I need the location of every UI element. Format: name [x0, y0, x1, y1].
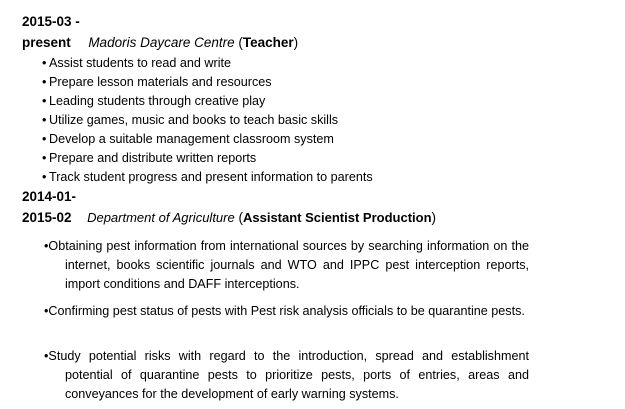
bullet-icon: •: [44, 349, 49, 363]
paragraph: [44, 302, 529, 321]
list-item: [42, 151, 256, 165]
duty-text: Prepare and distribute written reports: [49, 151, 257, 165]
list-item: [44, 302, 529, 321]
job1-role-open-paren: (: [238, 35, 243, 50]
paragraph: [44, 347, 529, 404]
duty-text: Obtaining pest information from international sources by searching information on the internet, books scientific journals and WTO and IPPC pest interception reports, import conditions and DAFF interceptions.: [48, 239, 529, 291]
list-item: [42, 113, 338, 127]
duty-text: Prepare lesson materials and resources: [49, 75, 272, 89]
bullet-icon: •: [42, 94, 47, 108]
list-item: [44, 237, 529, 294]
duty-text: Utilize games, music and books to teach basic skills: [49, 113, 339, 127]
paragraph: [44, 237, 529, 294]
job1-date-start: 2015-03 -: [22, 14, 80, 29]
bullet-icon: •: [44, 239, 49, 253]
duty-text: Develop a suitable management classroom system: [49, 132, 334, 146]
job2-role-open-paren: (: [238, 210, 243, 225]
list-item: [42, 56, 231, 70]
job1-header-line: [22, 35, 298, 50]
duty-text: Confirming pest status of pests with Pest risk analysis officials to be quarantine pests.: [48, 304, 525, 318]
bullet-icon: •: [42, 151, 47, 165]
list-item: [44, 347, 529, 404]
job2-organization: Department of Agriculture: [87, 210, 235, 225]
job2-role-close-paren: ): [431, 210, 437, 225]
list-item: [42, 170, 373, 184]
job1-role: Teacher: [242, 35, 294, 50]
duty-text: Track student progress and present information to parents: [49, 170, 373, 184]
list-item: [42, 94, 265, 108]
bullet-icon: •: [42, 132, 47, 146]
list-item: [42, 75, 272, 89]
job1-date-end: present: [22, 35, 71, 50]
job2-header-line: [22, 210, 436, 225]
bullet-icon: •: [42, 170, 47, 184]
job2-role: Assistant Scientist Production: [242, 210, 432, 225]
job1-organization: Madoris Daycare Centre: [88, 35, 235, 50]
bullet-icon: •: [42, 56, 47, 70]
job2-date-start: 2014-01-: [22, 189, 77, 204]
bullet-icon: •: [42, 75, 47, 89]
list-item: [42, 132, 334, 146]
job2-date-end: 2015-02: [22, 210, 72, 225]
duty-text: Assist students to read and write: [49, 56, 232, 70]
duty-text: Leading students through creative play: [49, 94, 266, 108]
job1-role-close-paren: ): [293, 35, 299, 50]
bullet-icon: •: [42, 113, 47, 127]
duty-text: Study potential risks with regard to the introduction, spread and establishment potential of quarantine pests to prioritize pests, ports of entries, areas and conveyances for the development of early warning systems.: [48, 349, 529, 401]
bullet-icon: •: [44, 304, 49, 318]
